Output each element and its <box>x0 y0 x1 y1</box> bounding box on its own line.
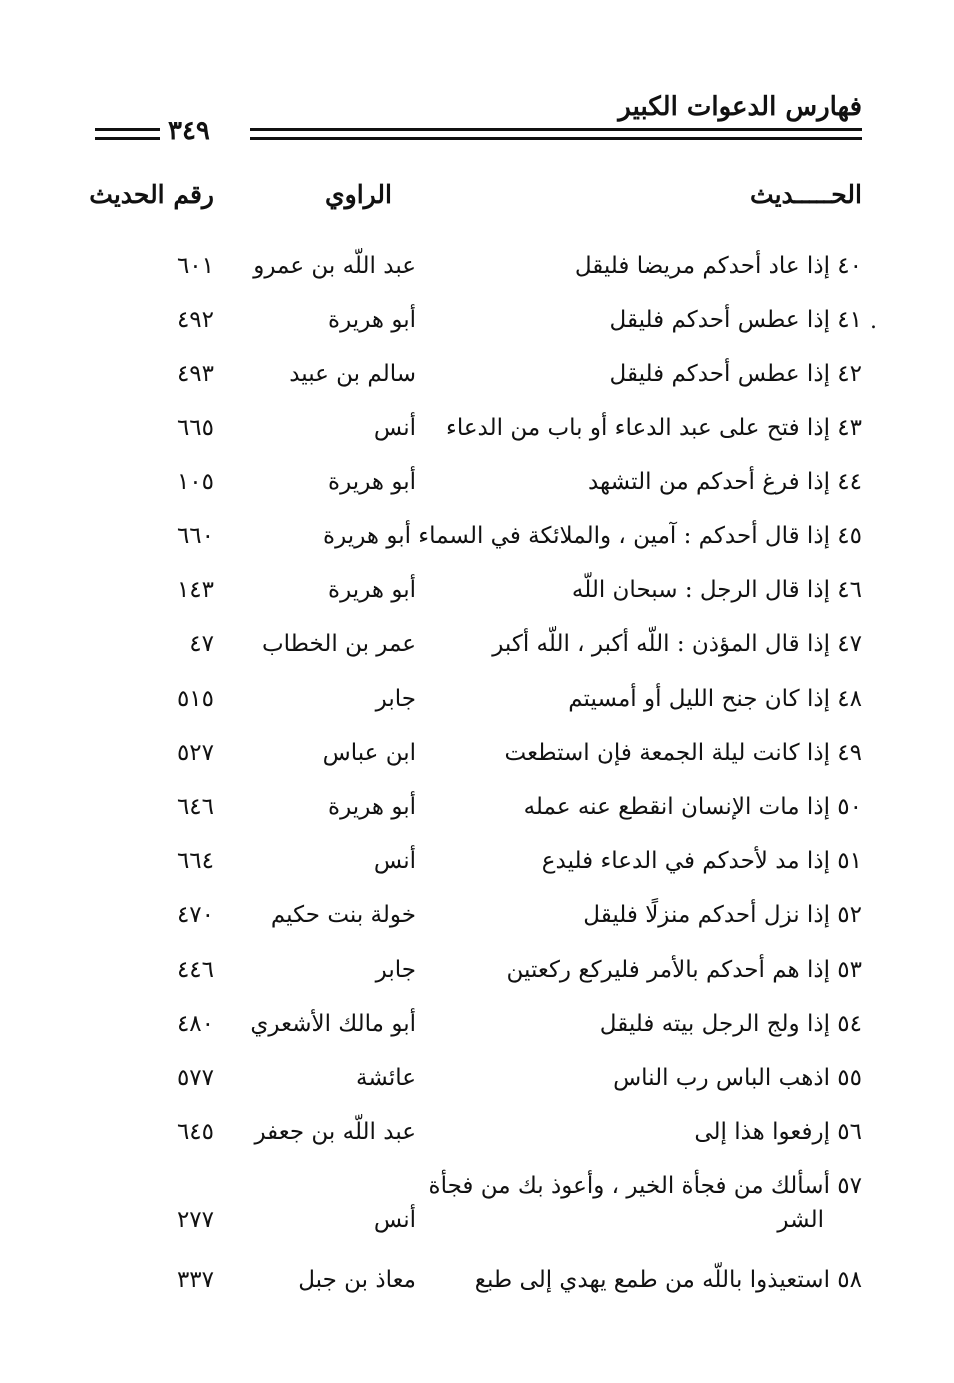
hadith-number: ٦٦٠ <box>176 523 214 549</box>
hadith-number: ١٤٣ <box>176 577 214 603</box>
table-row <box>0 841 954 881</box>
table-row <box>0 1112 954 1152</box>
hadith-text: ٤٤ إذا فرغ أحدكم من التشهد <box>587 469 862 495</box>
hadith-number: ٥١٥ <box>176 686 214 712</box>
table-row <box>0 895 954 935</box>
hadith-number: ٦٠١ <box>176 253 214 279</box>
narrator: عمر بن الخطاب <box>261 631 416 657</box>
table-row <box>0 733 954 773</box>
header-rule-short-bottom <box>95 137 160 140</box>
table-row <box>0 1004 954 1044</box>
table-row <box>0 679 954 719</box>
table-row <box>0 516 954 556</box>
narrator: عبد اللّه بن جعفر <box>254 1119 416 1145</box>
page-number: ٣٤٩ <box>168 116 210 146</box>
header-rule-short-top <box>95 128 160 131</box>
narrator: أنس <box>373 848 416 874</box>
hadith-number: ٥٧٧ <box>176 1065 214 1091</box>
stray-mark: . <box>870 309 877 334</box>
hadith-text: ٥٠ إذا مات الإنسان انقطع عنه عمله <box>523 794 862 820</box>
table-row <box>0 570 954 610</box>
narrator: سالم بن عبيد <box>289 361 416 387</box>
narrator: أبو هريرة <box>328 794 416 820</box>
column-header-number: رقم الحديث <box>89 180 214 209</box>
hadith-number: ٤٧٠ <box>176 902 214 928</box>
running-title: فهارس الدعوات الكبير <box>618 92 862 122</box>
narrator: أنس <box>373 1207 416 1233</box>
hadith-number: ٦٦٤ <box>176 848 214 874</box>
column-header-narrator: الراوي <box>325 180 392 209</box>
hadith-text: ٤٥ إذا قال أحدكم : آمين ، والملائكة في السماء أبو هريرة <box>323 523 862 549</box>
table-row <box>0 1260 954 1300</box>
table-row <box>0 246 954 286</box>
table-row <box>0 950 954 990</box>
hadith-number: ٤٩٣ <box>176 361 214 387</box>
narrator: جابر <box>375 686 416 712</box>
narrator: أبو مالك الأشعري <box>250 1011 416 1037</box>
hadith-text: ٥٦ إرفعوا هذا إلى <box>694 1119 862 1145</box>
table-row <box>0 300 954 340</box>
hadith-number: ٦٦٥ <box>176 415 214 441</box>
narrator: ابن عباس <box>322 740 416 766</box>
hadith-text: ٤٠ إذا عاد أحدكم مريضا فليقل <box>574 253 862 279</box>
header-rule-long-top <box>250 128 862 131</box>
hadith-text: ٤٧ إذا قال المؤذن : اللّه أكبر ، اللّه أكبر <box>492 631 862 657</box>
table-row <box>0 624 954 664</box>
hadith-text: ٤٢ إذا عطس أحدكم فليقل <box>609 361 862 387</box>
narrator: جابر <box>375 957 416 983</box>
hadith-text: ٤٦ إذا قال الرجل : سبحان اللّه <box>571 577 862 603</box>
table-row <box>0 1166 954 1233</box>
hadith-number: ١٠٥ <box>176 469 214 495</box>
hadith-number: ٥٢٧ <box>176 740 214 766</box>
table-row <box>0 354 954 394</box>
hadith-text: ٥٢ إذا نزل أحدكم منزلًا فليقل <box>583 902 862 928</box>
hadith-text: ٤٩ إذا كانت ليلة الجمعة فإن استطعت <box>504 740 862 766</box>
narrator: أبو هريرة <box>328 469 416 495</box>
hadith-text: ٥٥ اذهب الباس رب الناس <box>613 1065 862 1091</box>
narrator: معاذ بن جبل <box>298 1267 416 1293</box>
hadith-text: ٥٤ إذا ولج الرجل بيته فليقل <box>599 1011 862 1037</box>
hadith-number: ٢٧٧ <box>176 1207 214 1233</box>
hadith-number: ٣٣٧ <box>176 1267 214 1293</box>
table-row <box>0 1058 954 1098</box>
narrator: أبو هريرة <box>328 577 416 603</box>
hadith-text: ٥٨ استعيذوا باللّه من طمع يهدي إلى طبع <box>474 1267 862 1293</box>
table-row <box>0 462 954 502</box>
hadith-text: ٥٧ أسألك من فجأة الخير ، وأعوذ بك من فجأة <box>428 1173 862 1199</box>
hadith-text: ٥١ إذا مد لأحدكم في الدعاء فليدع <box>541 848 862 874</box>
hadith-number: ٤٤٦ <box>176 957 214 983</box>
narrator: أبو هريرة <box>328 307 416 333</box>
hadith-text: ٤٣ إذا فتح على عبد الدعاء أو باب من الدعاء <box>446 415 862 441</box>
table-row <box>0 787 954 827</box>
hadith-text: ٤١ إذا عطس أحدكم فليقل <box>609 307 862 333</box>
hadith-number: ٦٤٦ <box>176 794 214 820</box>
narrator: عائشة <box>356 1065 416 1091</box>
hadith-number: ٦٤٥ <box>176 1119 214 1145</box>
hadith-number: ٤٧ <box>189 631 214 657</box>
column-header-hadith: الحـــــديث <box>750 180 862 209</box>
hadith-number: ٤٨٠ <box>176 1011 214 1037</box>
hadith-number: ٤٩٢ <box>176 307 214 333</box>
narrator: عبد اللّه بن عمرو <box>253 253 416 279</box>
table-row <box>0 408 954 448</box>
hadith-text-continuation: الشر <box>777 1207 824 1233</box>
narrator: خولة بنت حكيم <box>270 902 416 928</box>
hadith-text: ٤٨ إذا كان جنح الليل أو أمسيتم <box>568 686 862 712</box>
narrator: أنس <box>373 415 416 441</box>
hadith-text: ٥٣ إذا هم أحدكم بالأمر فليركع ركعتين <box>506 957 862 983</box>
header-rule-long-bottom <box>250 137 862 140</box>
